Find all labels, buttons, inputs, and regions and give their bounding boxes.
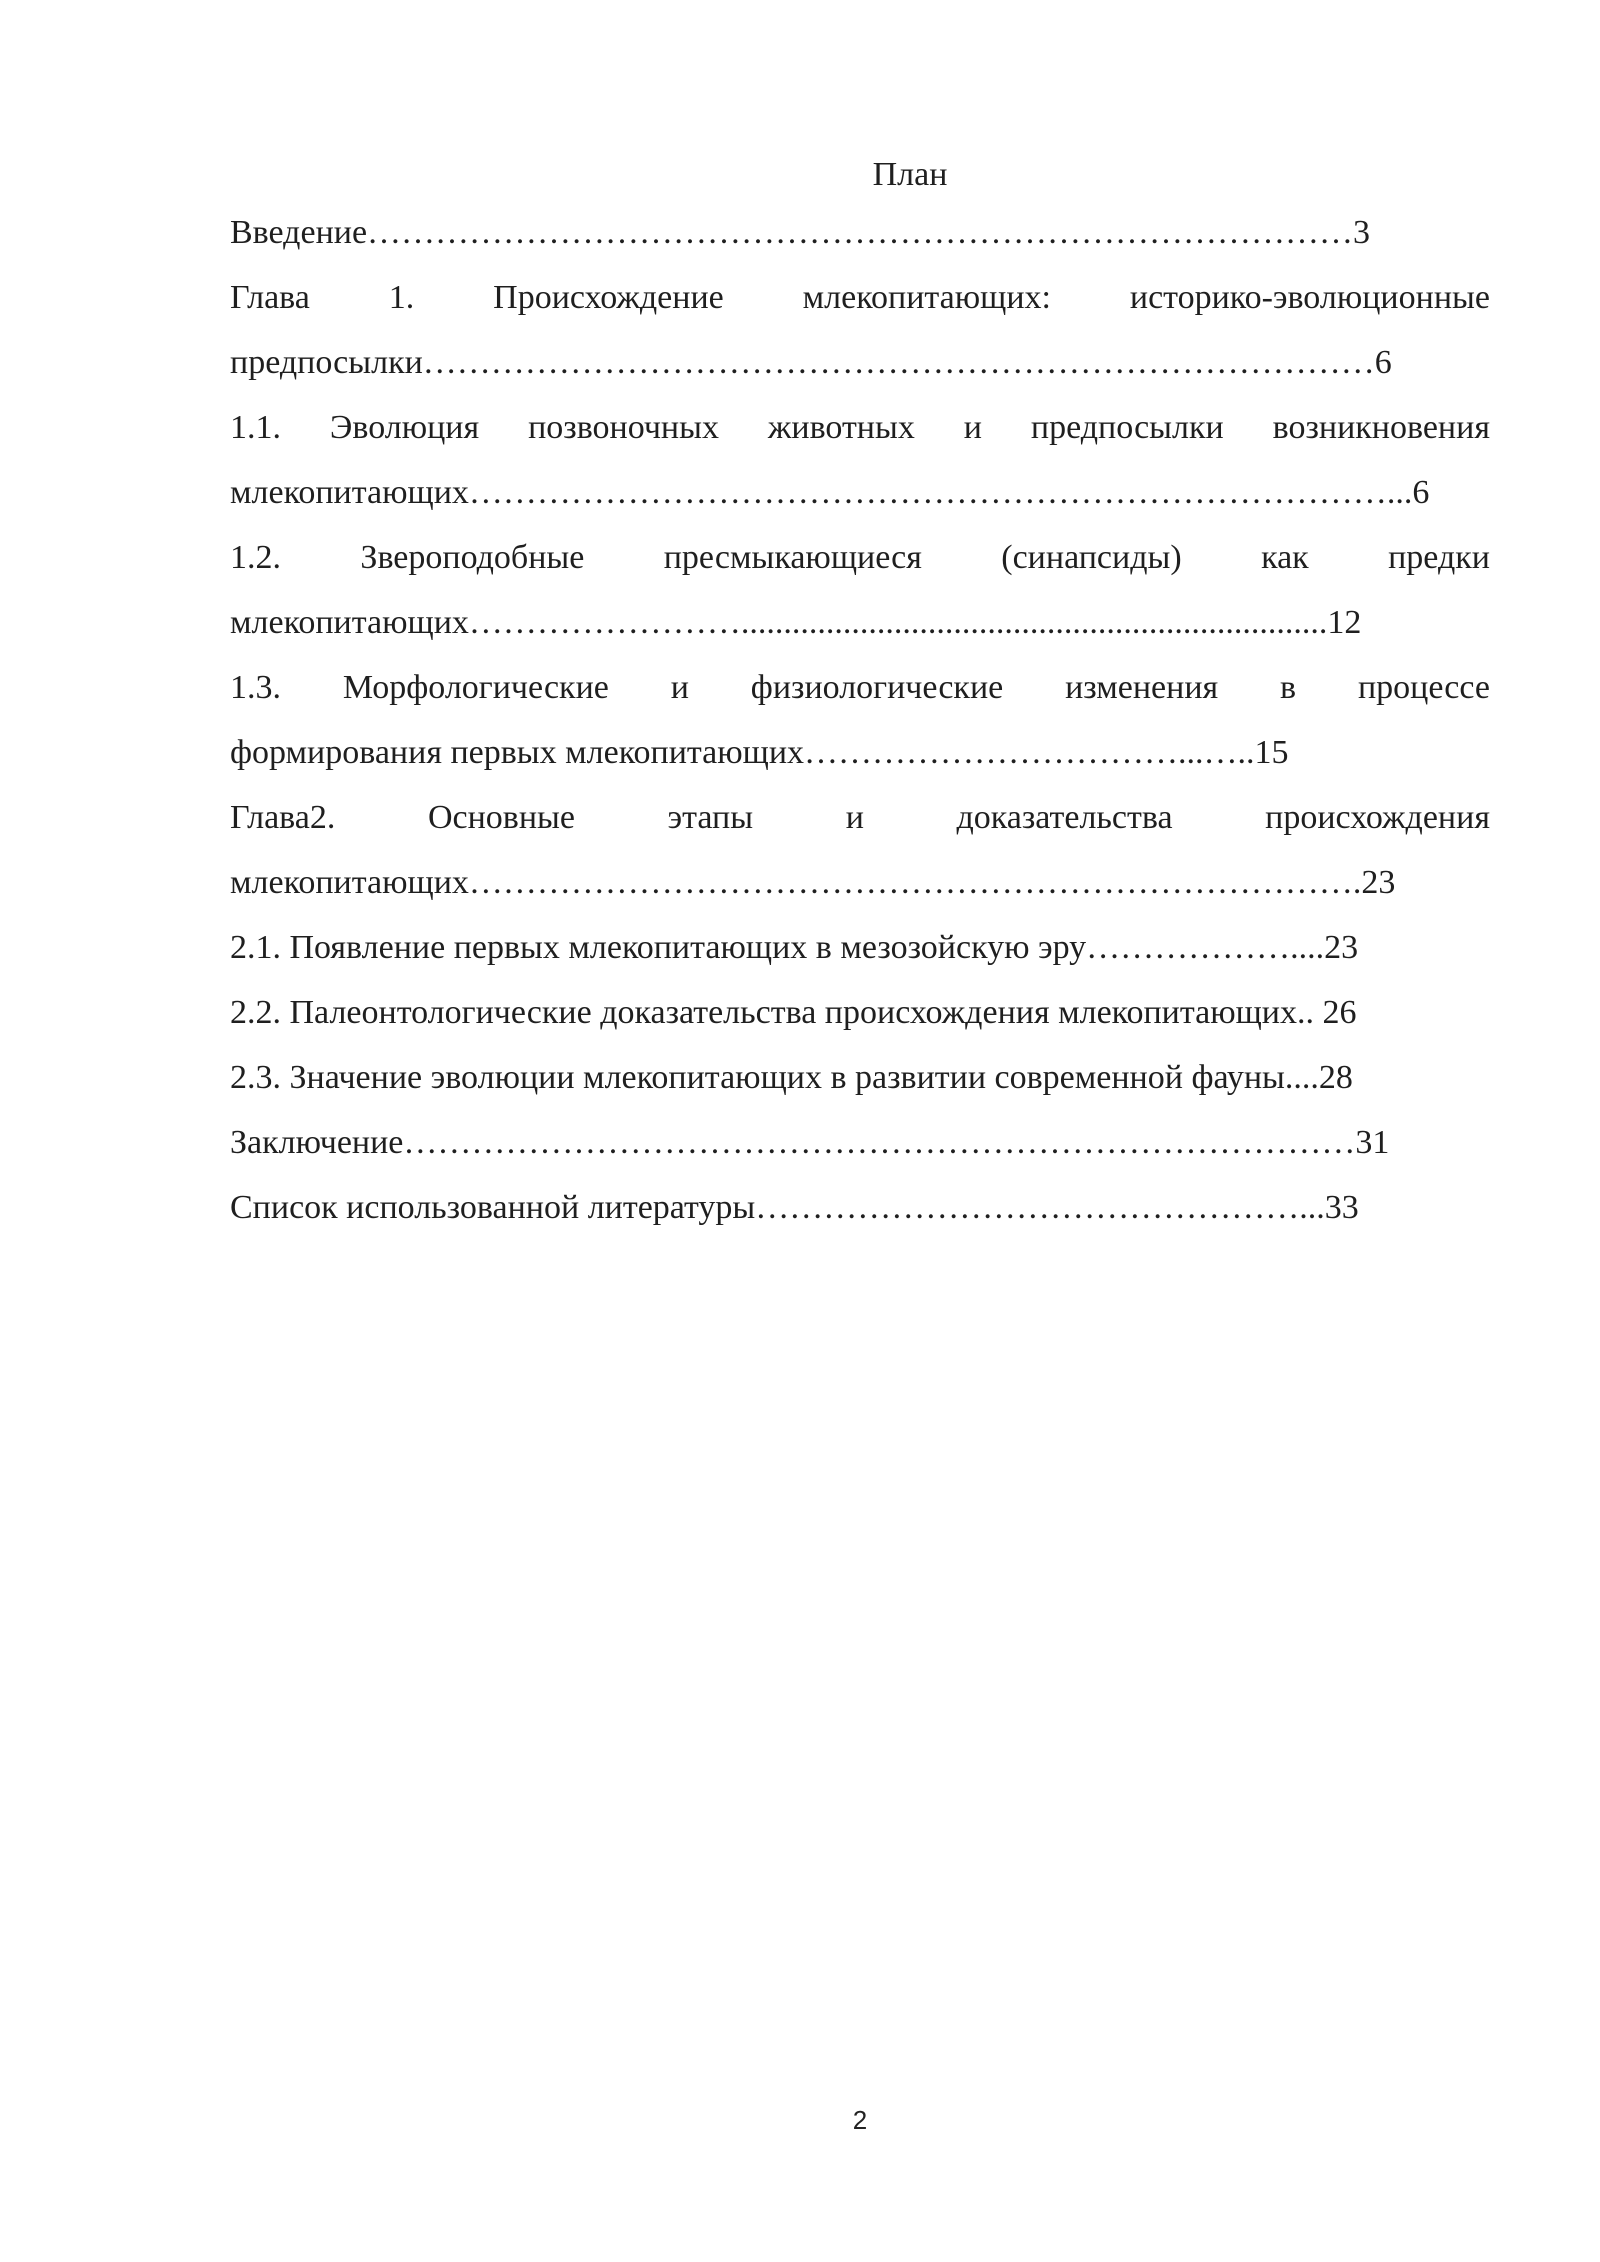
toc-word: 1.3. — [230, 669, 281, 706]
toc-word: историко-эволюционные — [1129, 279, 1490, 316]
toc-entry-2-1: 2.1. Появление первых млекопитающих в мезозойскую эру………………....23 — [230, 929, 1359, 966]
toc-word: предки — [1388, 539, 1490, 576]
toc-word: (синапсиды) — [1001, 539, 1182, 576]
toc-word: пресмыкающиеся — [663, 539, 922, 576]
toc-word: процессе — [1357, 669, 1490, 706]
toc-word: позвоночных — [528, 409, 719, 446]
toc-word: в — [1280, 669, 1297, 706]
toc-entry-chapter-1-page: предпосылки…………………………………………………………………………6 — [230, 344, 1392, 381]
toc-word: Эволюция — [329, 409, 480, 446]
toc-word: 1. — [388, 279, 415, 316]
toc-entry-chapter-1-title — [230, 265, 1490, 330]
toc-entry-1-1-page: млекопитающих………………………………………………………………………...6 — [230, 474, 1430, 511]
toc-entry-conclusion: Заключение…………………………………………………………………………31 — [230, 1124, 1390, 1161]
toc-word: млекопитающих: — [802, 279, 1051, 316]
toc-entry-chapter-2-title — [230, 785, 1490, 850]
toc-entry-introduction: Введение……………………………………………………………………………3 — [230, 214, 1371, 251]
toc-word: Основные — [427, 799, 575, 836]
toc-word: Звероподобные — [360, 539, 585, 576]
toc-entry-1-2-page: млекопитающих…………………….....................................................................12 — [230, 604, 1362, 641]
toc-word: и — [845, 799, 864, 836]
toc-entry-1-3-page: формирования первых млекопитающих……………………………...…..15 — [230, 734, 1289, 771]
toc-entry-chapter-2-page: млекопитающих…………………………………………………………………….23 — [230, 864, 1396, 901]
toc-word: физиологические — [750, 669, 1004, 706]
toc-entry-1-3-title — [230, 655, 1490, 720]
toc-entry-1-1-title — [230, 395, 1490, 460]
page-title: План — [872, 156, 948, 193]
table-of-contents — [230, 200, 1490, 1240]
toc-word: предпосылки — [1030, 409, 1224, 446]
toc-entry-1-2-title — [230, 525, 1490, 590]
toc-entry-2-3: 2.3. Значение эволюции млекопитающих в развитии современной фауны....28 — [230, 1059, 1353, 1096]
toc-word: Глава — [230, 279, 310, 316]
toc-entry-2-2: 2.2. Палеонтологические доказательства происхождения млекопитающих.. 26 — [230, 994, 1357, 1031]
toc-word: возникновения — [1272, 409, 1490, 446]
toc-word: Глава2. — [230, 799, 336, 836]
toc-word: животных — [767, 409, 915, 446]
toc-entry-references: Список использованной литературы…………………………………………...33 — [230, 1189, 1359, 1226]
toc-word: изменения — [1065, 669, 1219, 706]
toc-word: доказательства — [956, 799, 1173, 836]
toc-word: 1.1. — [230, 409, 281, 446]
toc-word: и — [963, 409, 982, 446]
toc-word: 1.2. — [230, 539, 281, 576]
toc-word: Происхождение — [493, 279, 724, 316]
toc-word: происхождения — [1265, 799, 1490, 836]
toc-word: этапы — [667, 799, 754, 836]
toc-word: и — [670, 669, 689, 706]
toc-word: как — [1261, 539, 1309, 576]
toc-word: Морфологические — [342, 669, 609, 706]
page-number: 2 — [852, 2105, 868, 2135]
